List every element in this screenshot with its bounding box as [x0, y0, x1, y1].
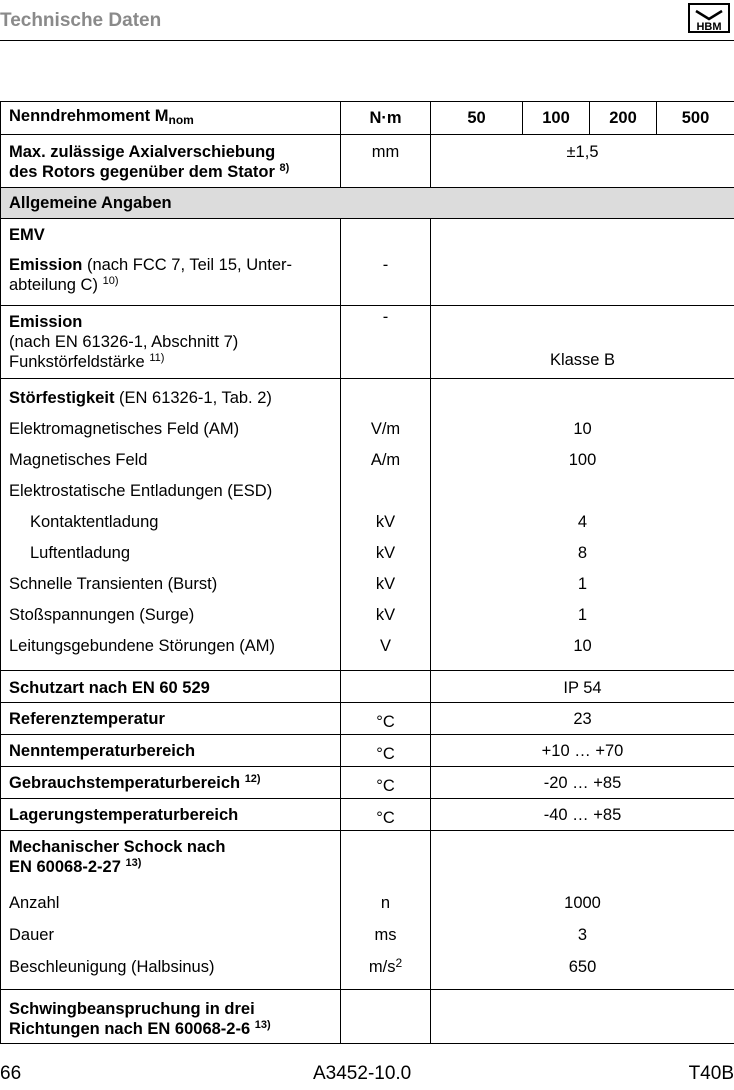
emission1-unit: - [341, 219, 431, 306]
shock-row [1, 948, 734, 990]
page-number: 66 [0, 1063, 22, 1084]
immunity-label: Schnelle Transienten (Burst) [1, 565, 341, 596]
immunity-label: Luftentladung [1, 534, 341, 565]
axial-value: ±1,5 [431, 135, 734, 188]
immunity-value: 10 [431, 627, 734, 671]
emission1-value [431, 219, 734, 306]
service-temp-label: Gebrauchstemperaturbereich $^{12)}$ [1, 767, 341, 799]
ref-temp-unit: °C [341, 703, 431, 735]
storage-temp-label: Lagerungstemperaturbereich [1, 799, 341, 831]
table-head-row [1, 102, 734, 135]
document-id: A3452-10.0 [313, 1063, 412, 1084]
header-rule [0, 40, 734, 41]
immunity-unit: V [341, 627, 431, 671]
axial-label: Max. zulässige Axialverschiebung des Rotors gegenüber dem Stator $^{8)}$ [1, 135, 341, 188]
shock-heading: Mechanischer Schock nach EN 60068-2-27 $^{13)}$ [1, 831, 341, 884]
nominal-temp-unit: °C [341, 735, 431, 767]
immunity-row [1, 627, 734, 671]
emission2-label: Emission (nach EN 61326-1, Abschnitt 7) Funkstörfeldstärke $^{11)}$ [1, 306, 341, 379]
immunity-unit: A/m [341, 441, 431, 472]
ref-temp-value: 23 [431, 703, 734, 735]
nominal-temp-row [1, 735, 734, 767]
ref-temp-label: Referenztemperatur [1, 703, 341, 735]
shock-label: Anzahl [1, 884, 341, 916]
shock-value: 1000 [431, 884, 734, 916]
shock-unit: n [341, 884, 431, 916]
immunity-label: Leitungsgebundene Störungen (AM) [1, 627, 341, 671]
shock-value: 650 [431, 948, 734, 990]
hbm-logo [688, 3, 730, 33]
immunity-label: Stoßspannungen (Surge) [1, 596, 341, 627]
head-value-100: 100 [523, 102, 590, 135]
storage-temp-unit: °C [341, 799, 431, 831]
shock-unit: ms [341, 916, 431, 948]
emv-label: EMV Emission (nach FCC 7, Teil 15, Unter- abteilung C) $^{10)}$ [1, 219, 341, 306]
shock-value: 3 [431, 916, 734, 948]
immunity-value: 1 [431, 565, 734, 596]
nominal-temp-value: +10 … +70 [431, 735, 734, 767]
immunity-row [1, 503, 734, 534]
immunity-label: Kontaktentladung [1, 503, 341, 534]
spec-table [0, 101, 734, 1044]
immunity-row [1, 472, 734, 503]
protection-label: Schutzart nach EN 60 529 [1, 671, 341, 703]
immunity-label: Elektromagnetisches Feld (AM) [1, 410, 341, 441]
protection-row [1, 671, 734, 703]
vibration-heading: Schwingbeanspruchung in drei Richtungen nach EN 60068-2-6 $^{13)}$ [1, 990, 341, 1044]
immunity-unit: kV [341, 596, 431, 627]
shock-label: Dauer [1, 916, 341, 948]
protection-unit [341, 671, 431, 703]
immunity-label: Magnetisches Feld [1, 441, 341, 472]
emission2-row [1, 306, 734, 379]
product-name: T40B [688, 1063, 734, 1084]
storage-temp-row [1, 799, 734, 831]
shock-row [1, 884, 734, 916]
page-header-title: Technische Daten [0, 10, 162, 31]
immunity-row [1, 565, 734, 596]
immunity-label: Elektrostatische Entladungen (ESD) [1, 472, 341, 503]
immunity-heading-row [1, 379, 734, 410]
nominal-temp-label: Nenntemperaturbereich [1, 735, 341, 767]
immunity-unit: kV [341, 534, 431, 565]
immunity-row [1, 410, 734, 441]
shock-heading-row [1, 831, 734, 884]
immunity-value [431, 472, 734, 503]
emission2-unit: - [341, 306, 431, 379]
service-temp-row [1, 767, 734, 799]
protection-value: IP 54 [431, 671, 734, 703]
immunity-row [1, 596, 734, 627]
service-temp-value: -20 … +85 [431, 767, 734, 799]
axial-unit: mm [341, 135, 431, 188]
axial-row [1, 135, 734, 188]
vibration-row [1, 990, 734, 1044]
immunity-unit: kV [341, 503, 431, 534]
shock-label: Beschleunigung (Halbsinus) [1, 948, 341, 990]
head-value-50: 50 [431, 102, 523, 135]
immunity-value: 100 [431, 441, 734, 472]
immunity-value: 8 [431, 534, 734, 565]
shock-unit: $m/s^2$ [341, 948, 431, 990]
head-unit: N·m [341, 102, 431, 135]
ref-temp-row [1, 703, 734, 735]
storage-temp-value: -40 … +85 [431, 799, 734, 831]
immunity-value: 1 [431, 596, 734, 627]
svg-text:HBM: HBM [696, 21, 722, 33]
immunity-row [1, 534, 734, 565]
emission2-value: Klasse B [431, 306, 734, 379]
head-value-500: 500 [657, 102, 734, 135]
service-temp-unit: °C [341, 767, 431, 799]
immunity-unit: V/m [341, 410, 431, 441]
immunity-value: 4 [431, 503, 734, 534]
head-value-200: 200 [590, 102, 657, 135]
immunity-value: 10 [431, 410, 734, 441]
shock-row [1, 916, 734, 948]
immunity-unit: kV [341, 565, 431, 596]
immunity-row [1, 441, 734, 472]
head-label: Nenndrehmoment $M_{nom}$ [1, 102, 341, 135]
section-row [1, 188, 734, 219]
section-title: Allgemeine Angaben [1, 188, 734, 219]
emv-row [1, 219, 734, 306]
immunity-unit [341, 472, 431, 503]
immunity-heading: Störfestigkeit (EN 61326-1, Tab. 2) [1, 379, 341, 410]
